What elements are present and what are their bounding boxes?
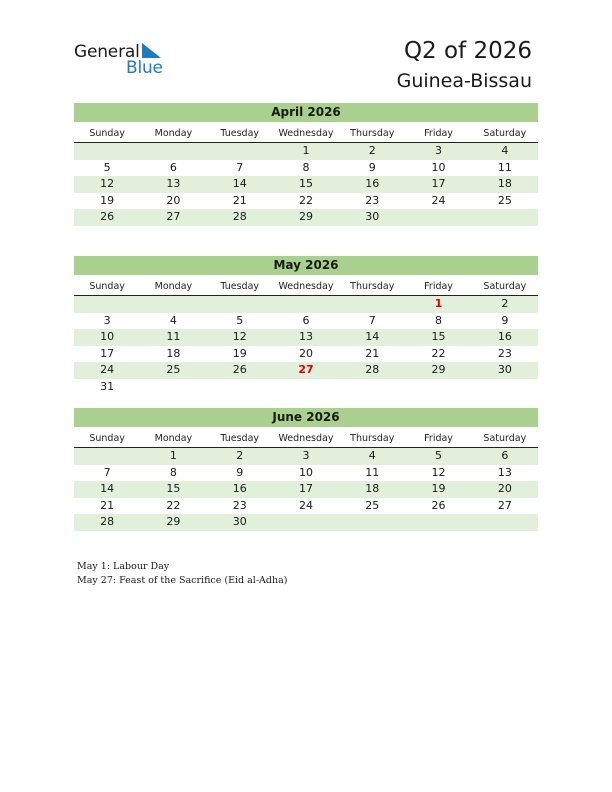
- day-cell: 3: [302, 449, 310, 462]
- day-cell: 11: [497, 160, 512, 174]
- month-title: May 2026: [74, 256, 538, 275]
- week-row: [74, 465, 538, 482]
- week-row: [74, 193, 538, 210]
- holiday-note: May 1: Labour Day: [77, 561, 170, 572]
- holiday-notes: [77, 560, 287, 587]
- day-cell: 26: [232, 363, 247, 377]
- empty-day-cell: [207, 296, 273, 313]
- empty-day-cell: [74, 448, 140, 465]
- week-row: [74, 313, 538, 330]
- week-row: [74, 296, 538, 313]
- weekday-label-tuesday: Tuesday: [220, 281, 260, 292]
- day-cell: 13: [166, 177, 181, 191]
- weekday-label-monday: Monday: [154, 281, 193, 292]
- holiday-day-cell: 27: [298, 363, 314, 377]
- empty-day-cell: [339, 514, 405, 531]
- weekday-label-saturday: Saturday: [483, 128, 527, 139]
- day-cell: 5: [103, 160, 111, 174]
- day-cell: 4: [368, 449, 376, 462]
- weekday-label-monday: Monday: [154, 433, 193, 444]
- day-cell: 28: [365, 363, 380, 377]
- day-cell: 14: [232, 177, 247, 191]
- day-cell: 8: [435, 313, 443, 327]
- weekday-label-thursday: Thursday: [350, 128, 395, 139]
- holiday-day-cell: 1: [434, 297, 443, 310]
- day-cell: 18: [166, 346, 181, 360]
- day-cell: 25: [166, 363, 181, 377]
- day-cell: 19: [100, 193, 115, 207]
- week-row: [74, 143, 538, 160]
- day-cell: 20: [497, 482, 512, 496]
- week-row: [74, 362, 538, 379]
- weeks-container: [74, 448, 538, 531]
- day-cell: 18: [497, 177, 512, 191]
- day-cell: 28: [232, 210, 247, 224]
- day-cell: 25: [365, 498, 380, 512]
- day-cell: 6: [501, 449, 509, 462]
- weekday-label-wednesday: Wednesday: [278, 433, 334, 444]
- day-cell: 24: [100, 363, 115, 377]
- week-row: [74, 329, 538, 346]
- day-cell: 26: [431, 498, 446, 512]
- empty-day-cell: [273, 514, 339, 531]
- day-cell: 20: [166, 193, 181, 207]
- day-cell: 11: [166, 330, 181, 344]
- day-cell: 20: [298, 346, 313, 360]
- country-name: Guinea-Bissau: [396, 70, 532, 92]
- week-row: [74, 176, 538, 193]
- logo-text-blue: Blue: [126, 58, 163, 78]
- day-cell: 9: [236, 465, 244, 479]
- day-cell: 24: [298, 498, 313, 512]
- day-cell: 18: [365, 482, 380, 496]
- day-cell: 10: [100, 330, 115, 344]
- day-cell: 4: [169, 313, 177, 327]
- weekday-label-wednesday: Wednesday: [278, 281, 334, 292]
- day-cell: 21: [232, 193, 247, 207]
- day-cell: 5: [236, 313, 244, 327]
- page-title: Q2 of 2026: [403, 38, 532, 64]
- day-cell: 25: [497, 193, 512, 207]
- day-cell: 29: [166, 515, 181, 529]
- holiday-note: May 27: Feast of the Sacrifice (Eid al-Adha): [77, 574, 288, 586]
- day-cell: 29: [431, 363, 446, 377]
- weekday-label-sunday: Sunday: [89, 433, 125, 444]
- logo-triangle-icon: [140, 43, 162, 59]
- day-cell: 19: [232, 346, 247, 360]
- day-cell: 28: [100, 515, 115, 529]
- weekday-label-monday: Monday: [154, 128, 193, 139]
- day-cell: 13: [298, 330, 313, 344]
- weekday-label-friday: Friday: [424, 433, 453, 444]
- day-cell: 12: [100, 177, 115, 191]
- month-calendar-may: [74, 256, 538, 396]
- day-cell: 16: [365, 177, 380, 191]
- empty-day-cell: [140, 379, 206, 396]
- day-cell: 12: [431, 465, 446, 479]
- day-cell: 19: [431, 482, 446, 496]
- day-cell: 6: [169, 160, 177, 174]
- day-cell: 22: [166, 498, 181, 512]
- empty-day-cell: [207, 379, 273, 396]
- day-cell: 29: [298, 210, 313, 224]
- week-row: [74, 379, 538, 396]
- weekday-label-thursday: Thursday: [350, 433, 395, 444]
- weekday-label-sunday: Sunday: [89, 281, 125, 292]
- day-cell: 14: [100, 482, 115, 496]
- empty-day-cell: [405, 379, 471, 396]
- day-cell: 27: [166, 210, 181, 224]
- day-cell: 15: [431, 330, 446, 344]
- week-row: [74, 498, 538, 515]
- empty-day-cell: [74, 296, 140, 313]
- day-cell: 17: [100, 346, 115, 360]
- day-cell: 2: [501, 297, 509, 310]
- day-cell: 9: [501, 313, 509, 327]
- logo-text-general: General: [74, 42, 140, 62]
- day-cell: 2: [236, 449, 244, 462]
- empty-day-cell: [472, 514, 538, 531]
- month-title: June 2026: [74, 408, 538, 427]
- empty-day-cell: [339, 296, 405, 313]
- day-cell: 10: [431, 160, 446, 174]
- week-row: [74, 514, 538, 531]
- day-cell: 22: [298, 193, 313, 207]
- empty-day-cell: [405, 209, 471, 226]
- weekday-label-tuesday: Tuesday: [220, 128, 260, 139]
- day-cell: 7: [236, 160, 244, 174]
- day-cell: 7: [103, 465, 111, 479]
- empty-day-cell: [140, 296, 206, 313]
- day-cell: 22: [431, 346, 446, 360]
- day-cell: 10: [298, 465, 313, 479]
- month-calendar-april: [74, 103, 538, 226]
- day-cell: 17: [431, 177, 446, 191]
- day-cell: 16: [497, 330, 512, 344]
- weekday-label-friday: Friday: [424, 128, 453, 139]
- day-cell: 3: [103, 313, 111, 327]
- day-cell: 2: [368, 144, 376, 157]
- day-cell: 1: [302, 144, 310, 157]
- weekday-label-tuesday: Tuesday: [220, 433, 260, 444]
- day-cell: 30: [365, 210, 380, 224]
- weeks-container: [74, 296, 538, 396]
- empty-day-cell: [339, 379, 405, 396]
- day-cell: 1: [169, 449, 177, 462]
- day-cell: 23: [232, 498, 247, 512]
- day-cell: 7: [368, 313, 376, 327]
- empty-day-cell: [273, 379, 339, 396]
- empty-day-cell: [405, 514, 471, 531]
- generalblue-logo: [74, 42, 174, 78]
- empty-day-cell: [472, 209, 538, 226]
- day-cell: 15: [298, 177, 313, 191]
- weeks-container: [74, 143, 538, 226]
- weekday-label-sunday: Sunday: [89, 128, 125, 139]
- empty-day-cell: [74, 143, 140, 160]
- month-calendar-june: [74, 408, 538, 531]
- weekday-header-row: [74, 127, 538, 143]
- day-cell: 16: [232, 482, 247, 496]
- empty-day-cell: [140, 143, 206, 160]
- day-cell: 5: [435, 449, 443, 462]
- day-cell: 11: [365, 465, 380, 479]
- week-row: [74, 481, 538, 498]
- month-title: April 2026: [74, 103, 538, 122]
- day-cell: 6: [302, 313, 310, 327]
- weekday-label-wednesday: Wednesday: [278, 128, 334, 139]
- week-row: [74, 346, 538, 363]
- weekday-header-row: [74, 432, 538, 448]
- day-cell: 30: [497, 363, 512, 377]
- weekday-label-friday: Friday: [424, 281, 453, 292]
- empty-day-cell: [273, 296, 339, 313]
- day-cell: 3: [435, 144, 443, 157]
- day-cell: 17: [298, 482, 313, 496]
- day-cell: 31: [100, 379, 115, 393]
- week-row: [74, 160, 538, 177]
- week-row: [74, 448, 538, 465]
- week-row: [74, 209, 538, 226]
- weekday-label-saturday: Saturday: [483, 433, 527, 444]
- day-cell: 30: [232, 515, 247, 529]
- day-cell: 21: [365, 346, 380, 360]
- day-cell: 23: [365, 193, 380, 207]
- day-cell: 9: [368, 160, 376, 174]
- day-cell: 4: [501, 144, 509, 157]
- day-cell: 8: [169, 465, 177, 479]
- weekday-label-saturday: Saturday: [483, 281, 527, 292]
- day-cell: 15: [166, 482, 181, 496]
- day-cell: 8: [302, 160, 310, 174]
- weekday-header-row: [74, 280, 538, 296]
- day-cell: 14: [365, 330, 380, 344]
- empty-day-cell: [472, 379, 538, 396]
- day-cell: 21: [100, 498, 115, 512]
- day-cell: 24: [431, 193, 446, 207]
- day-cell: 23: [497, 346, 512, 360]
- weekday-label-thursday: Thursday: [350, 281, 395, 292]
- day-cell: 26: [100, 210, 115, 224]
- day-cell: 12: [232, 330, 247, 344]
- day-cell: 13: [497, 465, 512, 479]
- empty-day-cell: [207, 143, 273, 160]
- day-cell: 27: [497, 498, 512, 512]
